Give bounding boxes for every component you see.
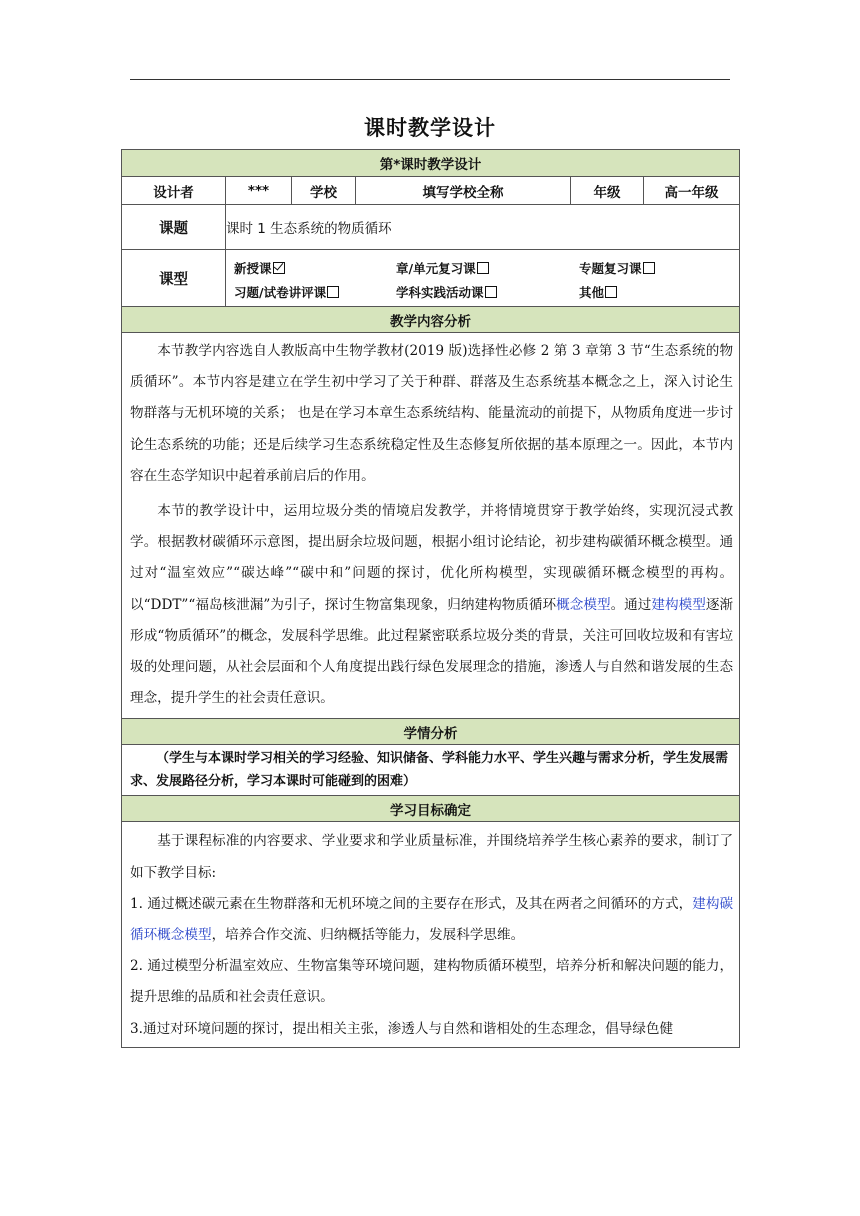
checkbox-icon[interactable] — [327, 286, 339, 298]
checkbox-icon[interactable] — [643, 262, 655, 274]
lesson-design-table — [121, 149, 740, 1048]
objective-item-1: 1. 通过概述碳元素在生物群落和无机环境之间的主要存在形式，及其在两者之间循环的方式，建构碳循环概念模型，培养合作交流、归纳概括等能力，发展科学思维。 — [130, 895, 734, 944]
content-analysis-header: 教学内容分析 — [122, 307, 740, 333]
document-title: 课时教学设计 — [364, 116, 496, 140]
grade-value: 高一年级 — [644, 177, 740, 205]
section-title-cell — [122, 150, 740, 177]
lesson-type-label: 课型 — [122, 250, 226, 307]
concept-model-link[interactable]: 概念模型 — [556, 596, 611, 613]
designer-label: 设计者 — [122, 177, 226, 205]
topic-label: 课题 — [122, 205, 226, 250]
carbon-cycle-model-link[interactable]: 建构碳循环概念模型 — [130, 895, 734, 944]
section-title: 第*课时教学设计 — [379, 157, 482, 173]
objectives-intro: 基于课程标准的内容要求、学业要求和学业质量标准，并围绕培养学生核心素养的要求，制订了如下教学目标: — [130, 833, 734, 881]
lesson-type-options — [226, 250, 740, 307]
objectives-header: 学习目标确定 — [122, 796, 740, 822]
top-rule — [130, 79, 730, 80]
option-exercise-review[interactable]: 习题/试卷讲评课 — [234, 283, 339, 301]
learning-analysis-body — [122, 745, 740, 796]
objective-item-3: 3.通过对环境问题的探讨，提出相关主张，渗透人与自然和谐相处的生态理念，倡导绿色健 — [130, 1020, 674, 1037]
checkbox-icon[interactable] — [485, 286, 497, 298]
objectives-body — [122, 822, 740, 1047]
topic-value: 课时 1 生态系统的物质循环 — [226, 205, 740, 250]
option-topic-review[interactable]: 专题复习课 — [579, 259, 655, 277]
content-analysis-paragraph-2: 本节的教学设计中，运用垃圾分类的情境启发教学，并将情境贯穿于教学始终，实现沉浸式教学。根据教材碳循环示意图，提出厨余垃圾问题，根据小组讨论结论，初步建构碳循环概念模型。通过对“温室效应”“碳达峰”“碳中和”问题的探讨，优化所构模型，实现碳循环概念模型的再构。以“DDT”“福岛核泄漏”为引子，探讨生物富集现象，归纳建构物质循环概念模型。通过建构模型逐渐形成“物质循环”的概念，发展科学思维。此过程紧密联系垃圾分类的背景，关注可回收垃圾和有害垃圾的处理问题，从社会层面和个人角度提出践行绿色发展理念的措施，渗透人与自然和谐发展的生态理念，提升学生的社会责任意识。 — [130, 503, 734, 707]
checkbox-icon[interactable] — [477, 262, 489, 274]
option-unit-review[interactable]: 章/单元复习课 — [396, 259, 489, 277]
content-analysis-paragraph-1: 本节教学内容选自人教版高中生物学教材(2019 版)选择性必修 2 第 3 章第 3 节“生态系统的物质循环”。本节内容是建立在学生初中学习了关于种群、群落及生态系统基本概念之上，深入讨论生物群落与无机环境的关系； 也是在学习本章生态系统结构、能量流动的前提下，从物质角度进一步讨论生态系统的功能；还是后续学习生态系统稳定性及生态修复所依据的基本原理之一。因此，本节内容在生态学知识中起着承前启后的作用。 — [130, 343, 734, 484]
objective-item-2: 2. 通过模型分析温室效应、生物富集等环境问题，建构物质循环模型，培养分析和解决问题的能力，提升思维的品质和社会责任意识。 — [130, 958, 734, 1006]
checkbox-icon[interactable] — [605, 286, 617, 298]
content-analysis-body — [122, 333, 740, 719]
school-label: 学校 — [292, 177, 356, 205]
designer-value: *** — [226, 177, 292, 205]
checked-box-icon[interactable] — [273, 262, 285, 274]
grade-label: 年级 — [571, 177, 644, 205]
learning-analysis-header: 学情分析 — [122, 719, 740, 745]
build-model-link[interactable]: 建构模型 — [651, 596, 706, 613]
learning-analysis-text: （学生与本课时学习相关的学习经验、知识储备、学科能力水平、学生兴趣与需求分析，学生发展需求、发展路径分析，学习本课时可能碰到的困难） — [130, 751, 729, 790]
option-new-lesson[interactable]: 新授课 — [234, 259, 285, 277]
option-practice-activity[interactable]: 学科实践活动课 — [396, 283, 497, 301]
school-value: 填写学校全称 — [356, 177, 571, 205]
option-other[interactable]: 其他 — [579, 283, 617, 301]
